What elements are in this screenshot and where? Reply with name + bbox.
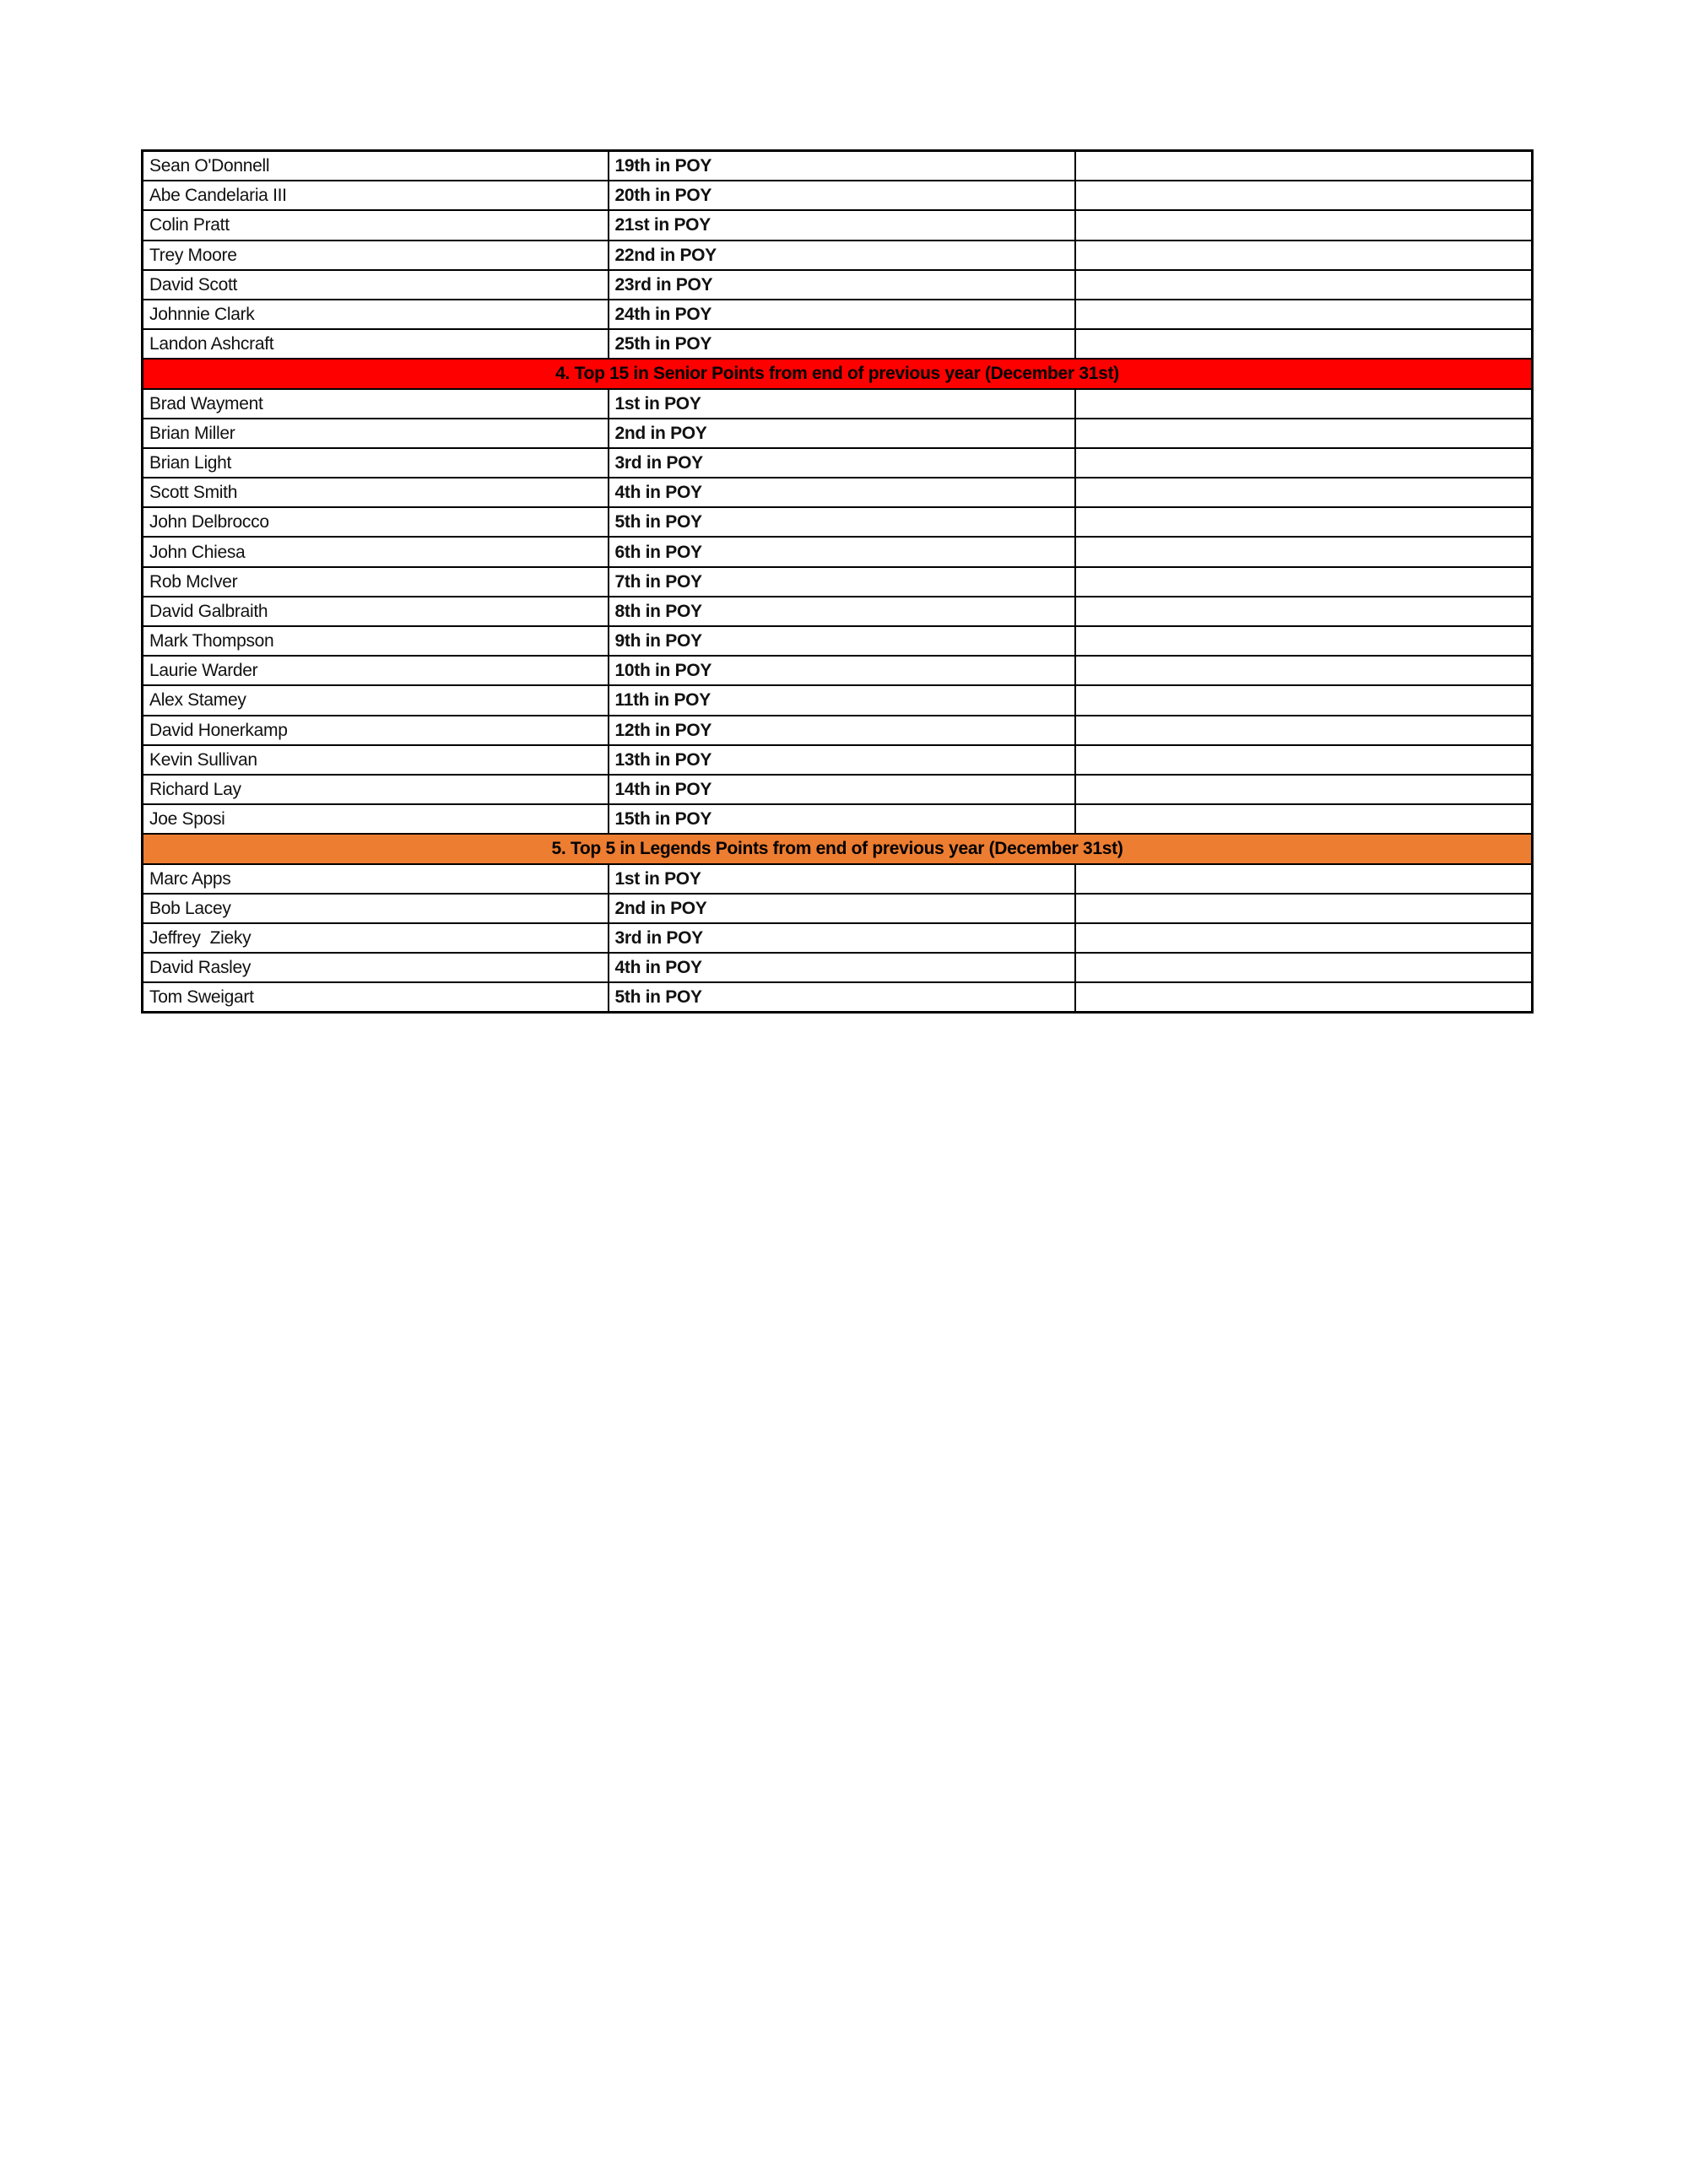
- player-name-cell: Jeffrey Zieky: [143, 923, 609, 953]
- poy-rank-cell: 2nd in POY: [609, 419, 1075, 448]
- poy-rank-cell: 1st in POY: [609, 389, 1075, 419]
- table-row: [143, 953, 1533, 982]
- notes-cell: [1075, 507, 1533, 537]
- table-row: [143, 329, 1533, 359]
- player-name-cell: Scott Smith: [143, 478, 609, 507]
- notes-cell: [1075, 389, 1533, 419]
- player-name-cell: Tom Sweigart: [143, 982, 609, 1013]
- poy-rank-cell: 5th in POY: [609, 507, 1075, 537]
- poy-rank-cell: 3rd in POY: [609, 923, 1075, 953]
- table-row: [143, 151, 1533, 181]
- table-row: [143, 181, 1533, 210]
- table-row: [143, 745, 1533, 775]
- poy-rank-cell: 21st in POY: [609, 210, 1075, 240]
- notes-cell: [1075, 982, 1533, 1013]
- poy-rank-cell: 11th in POY: [609, 685, 1075, 715]
- table-row: [143, 210, 1533, 240]
- poy-standings-body: [143, 151, 1533, 1013]
- table-row: [143, 507, 1533, 537]
- player-name-cell: Joe Sposi: [143, 804, 609, 834]
- table-row: [143, 478, 1533, 507]
- section-header-row: [143, 359, 1533, 388]
- player-name-cell: Brian Light: [143, 448, 609, 478]
- player-name-cell: Landon Ashcraft: [143, 329, 609, 359]
- poy-rank-cell: 12th in POY: [609, 716, 1075, 745]
- poy-standings-table: [141, 149, 1534, 1014]
- player-name-cell: Richard Lay: [143, 775, 609, 804]
- notes-cell: [1075, 864, 1533, 894]
- notes-cell: [1075, 953, 1533, 982]
- player-name-cell: Marc Apps: [143, 864, 609, 894]
- notes-cell: [1075, 241, 1533, 270]
- table-row: [143, 300, 1533, 329]
- poy-rank-cell: 14th in POY: [609, 775, 1075, 804]
- poy-rank-cell: 15th in POY: [609, 804, 1075, 834]
- notes-cell: [1075, 656, 1533, 685]
- table-row: [143, 923, 1533, 953]
- table-row: [143, 775, 1533, 804]
- player-name-cell: Brad Wayment: [143, 389, 609, 419]
- poy-rank-cell: 23rd in POY: [609, 270, 1075, 300]
- table-row: [143, 982, 1533, 1013]
- table-row: [143, 626, 1533, 656]
- notes-cell: [1075, 151, 1533, 181]
- table-row: [143, 389, 1533, 419]
- player-name-cell: Sean O'Donnell: [143, 151, 609, 181]
- player-name-cell: David Honerkamp: [143, 716, 609, 745]
- table-row: [143, 537, 1533, 566]
- poy-rank-cell: 24th in POY: [609, 300, 1075, 329]
- notes-cell: [1075, 597, 1533, 626]
- player-name-cell: Rob McIver: [143, 567, 609, 597]
- notes-cell: [1075, 300, 1533, 329]
- notes-cell: [1075, 419, 1533, 448]
- player-name-cell: Colin Pratt: [143, 210, 609, 240]
- poy-rank-cell: 13th in POY: [609, 745, 1075, 775]
- table-row: [143, 864, 1533, 894]
- notes-cell: [1075, 210, 1533, 240]
- player-name-cell: Brian Miller: [143, 419, 609, 448]
- notes-cell: [1075, 804, 1533, 834]
- notes-cell: [1075, 478, 1533, 507]
- table-row: [143, 894, 1533, 923]
- notes-cell: [1075, 745, 1533, 775]
- poy-rank-cell: 4th in POY: [609, 478, 1075, 507]
- poy-rank-cell: 10th in POY: [609, 656, 1075, 685]
- table-row: [143, 597, 1533, 626]
- notes-cell: [1075, 894, 1533, 923]
- player-name-cell: David Rasley: [143, 953, 609, 982]
- poy-rank-cell: 19th in POY: [609, 151, 1075, 181]
- notes-cell: [1075, 448, 1533, 478]
- player-name-cell: Kevin Sullivan: [143, 745, 609, 775]
- notes-cell: [1075, 716, 1533, 745]
- poy-rank-cell: 1st in POY: [609, 864, 1075, 894]
- player-name-cell: Laurie Warder: [143, 656, 609, 685]
- notes-cell: [1075, 626, 1533, 656]
- player-name-cell: Abe Candelaria III: [143, 181, 609, 210]
- notes-cell: [1075, 923, 1533, 953]
- notes-cell: [1075, 685, 1533, 715]
- player-name-cell: Johnnie Clark: [143, 300, 609, 329]
- table-row: [143, 419, 1533, 448]
- poy-rank-cell: 22nd in POY: [609, 241, 1075, 270]
- table-row: [143, 241, 1533, 270]
- table-row: [143, 685, 1533, 715]
- table-row: [143, 656, 1533, 685]
- player-name-cell: John Chiesa: [143, 537, 609, 566]
- table-row: [143, 804, 1533, 834]
- poy-rank-cell: 8th in POY: [609, 597, 1075, 626]
- poy-rank-cell: 20th in POY: [609, 181, 1075, 210]
- table-row: [143, 448, 1533, 478]
- player-name-cell: David Scott: [143, 270, 609, 300]
- table-row: [143, 270, 1533, 300]
- notes-cell: [1075, 537, 1533, 566]
- poy-rank-cell: 7th in POY: [609, 567, 1075, 597]
- player-name-cell: Alex Stamey: [143, 685, 609, 715]
- poy-rank-cell: 5th in POY: [609, 982, 1075, 1013]
- notes-cell: [1075, 270, 1533, 300]
- player-name-cell: Trey Moore: [143, 241, 609, 270]
- poy-rank-cell: 4th in POY: [609, 953, 1075, 982]
- poy-rank-cell: 3rd in POY: [609, 448, 1075, 478]
- poy-rank-cell: 9th in POY: [609, 626, 1075, 656]
- poy-rank-cell: 25th in POY: [609, 329, 1075, 359]
- player-name-cell: Mark Thompson: [143, 626, 609, 656]
- poy-rank-cell: 2nd in POY: [609, 894, 1075, 923]
- notes-cell: [1075, 181, 1533, 210]
- notes-cell: [1075, 775, 1533, 804]
- table-row: [143, 567, 1533, 597]
- table-row: [143, 716, 1533, 745]
- player-name-cell: John Delbrocco: [143, 507, 609, 537]
- section-header-row: [143, 834, 1533, 863]
- notes-cell: [1075, 567, 1533, 597]
- notes-cell: [1075, 329, 1533, 359]
- section-header-label: 4. Top 15 in Senior Points from end of previous year (December 31st): [143, 359, 1533, 388]
- poy-rank-cell: 6th in POY: [609, 537, 1075, 566]
- section-header-label: 5. Top 5 in Legends Points from end of previous year (December 31st): [143, 834, 1533, 863]
- player-name-cell: David Galbraith: [143, 597, 609, 626]
- player-name-cell: Bob Lacey: [143, 894, 609, 923]
